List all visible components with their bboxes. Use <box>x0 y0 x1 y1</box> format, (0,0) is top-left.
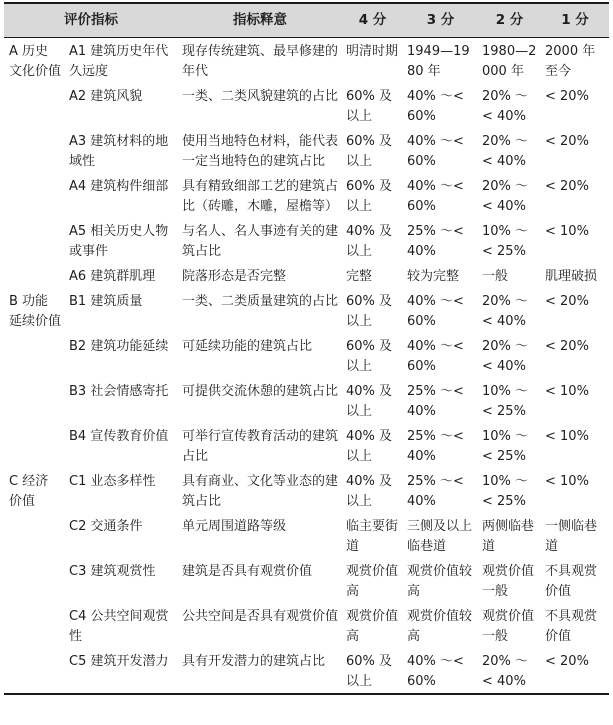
indicator-cell: C4 公共空间观赏性 <box>69 608 169 644</box>
score-3-cell: 25% ～< 40% <box>407 383 464 419</box>
table-row <box>4 468 609 513</box>
header-indicator: 评价指标 <box>4 3 178 37</box>
score-1-cell: 一侧临巷道 <box>545 518 598 554</box>
score-1-cell: < 20% <box>545 338 589 354</box>
indicator-cell: C3 建筑观赏性 <box>69 563 156 579</box>
score-2-cell: 20% ～< 40% <box>482 293 529 329</box>
score-4-cell: 40% 及以上 <box>346 428 393 464</box>
table-row <box>4 423 609 468</box>
indicator-cell: B1 建筑质量 <box>69 293 143 309</box>
score-3-cell: 25% ～< 40% <box>407 223 464 259</box>
score-2-cell: 20% ～< 40% <box>482 338 529 374</box>
table-row <box>4 378 609 423</box>
table-row <box>4 83 609 128</box>
score-1-cell: < 20% <box>545 293 589 309</box>
description-cell: 现存传统建筑、最早修建的年代 <box>182 43 339 79</box>
score-1-cell: < 20% <box>545 178 589 194</box>
indicator-cell: A2 建筑风貌 <box>69 88 143 104</box>
category-cell: B 功能延续价值 <box>9 293 62 329</box>
score-1-cell: 2000 年至今 <box>545 43 596 79</box>
indicator-cell: A5 相关历史人物或事件 <box>69 223 169 259</box>
score-1-cell: 不具观赏价值 <box>545 563 598 599</box>
indicator-cell: A1 建筑历史年代久远度 <box>69 43 169 79</box>
category-cell <box>4 513 65 558</box>
category-cell: C 经济价值 <box>9 473 49 509</box>
category-cell <box>4 603 65 648</box>
table-row <box>4 128 609 173</box>
score-1-cell: < 20% <box>545 88 589 104</box>
header-score-2: 2 分 <box>478 3 541 37</box>
indicator-cell: A3 建筑材料的地域性 <box>69 133 169 169</box>
category-cell <box>4 173 65 218</box>
score-4-cell: 临主要街道 <box>346 518 399 554</box>
score-4-cell: 观赏价值高 <box>346 563 399 599</box>
score-3-cell: 观赏价值较高 <box>407 608 473 644</box>
table-row <box>4 263 609 288</box>
description-cell: 具有开发潜力的建筑占比 <box>178 648 342 694</box>
description-cell: 单元周围道路等级 <box>182 518 287 534</box>
score-1-cell: < 10% <box>545 223 589 239</box>
table-row <box>4 37 609 83</box>
score-2-cell: 10% ～< 25% <box>482 428 529 464</box>
score-3-cell: 1949—1980 年 <box>407 43 470 79</box>
description-cell: 使用当地特色材料，能代表一定当地特色的建筑占比 <box>182 133 339 169</box>
category-cell <box>4 128 65 173</box>
header-score-3: 3 分 <box>403 3 478 37</box>
score-3-cell: 40% ～< 60% <box>403 648 478 694</box>
score-1-cell: < 10% <box>545 473 589 489</box>
score-2-cell: 观赏价值一般 <box>482 608 535 644</box>
score-2-cell: 20% ～< 40% <box>482 133 529 169</box>
table-row <box>4 173 609 218</box>
score-3-cell: 观赏价值较高 <box>407 563 473 599</box>
table-row <box>4 288 609 333</box>
score-4-cell: 60% 及以上 <box>346 88 393 124</box>
category-cell <box>4 423 65 468</box>
score-4-cell: 观赏价值高 <box>346 608 399 644</box>
description-cell: 具有商业、文化等业态的建筑占比 <box>182 473 339 509</box>
score-4-cell: 60% 及以上 <box>342 648 403 694</box>
description-cell: 具有精致细部工艺的建筑占比（砖雕，木雕，屋檐等） <box>182 178 339 214</box>
category-cell <box>4 83 65 128</box>
category-cell <box>4 558 65 603</box>
description-cell: 一类、二类质量建筑的占比 <box>182 293 339 309</box>
score-1-cell: 肌理破损 <box>545 268 598 284</box>
header-description: 指标释意 <box>178 3 342 37</box>
description-cell: 可提供交流休憩的建筑占比 <box>182 383 339 399</box>
score-3-cell: 三侧及以上临巷道 <box>407 518 473 554</box>
indicator-cell: B3 社会情感寄托 <box>69 383 169 399</box>
score-2-cell: 20% ～< 40% <box>482 88 529 124</box>
score-2-cell: 10% ～< 25% <box>482 473 529 509</box>
score-3-cell: 25% ～< 40% <box>407 473 464 509</box>
category-cell <box>4 378 65 423</box>
indicator-cell: B4 宣传教育价值 <box>69 428 169 444</box>
score-1-cell: < 20% <box>545 133 589 149</box>
indicator-cell: C1 业态多样性 <box>69 473 156 489</box>
category-cell <box>4 648 65 694</box>
score-4-cell: 60% 及以上 <box>346 133 393 169</box>
indicator-cell: C5 建筑开发潜力 <box>65 648 178 694</box>
score-4-cell: 40% 及以上 <box>346 473 393 509</box>
category-cell <box>4 218 65 263</box>
score-3-cell: 40% ～< 60% <box>407 178 464 214</box>
score-1-cell: < 10% <box>545 428 589 444</box>
evaluation-table <box>4 2 609 695</box>
description-cell: 建筑是否具有观赏价值 <box>182 563 313 579</box>
score-4-cell: 60% 及以上 <box>346 178 393 214</box>
score-1-cell: < 10% <box>545 383 589 399</box>
indicator-cell: A6 建筑群肌理 <box>69 268 156 284</box>
score-4-cell: 60% 及以上 <box>346 293 393 329</box>
score-2-cell: 10% ～< 25% <box>482 223 529 259</box>
header-score-4: 4 分 <box>342 3 403 37</box>
score-4-cell: 40% 及以上 <box>346 223 393 259</box>
score-2-cell: 20% ～< 40% <box>482 178 529 214</box>
score-4-cell: 明清时期 <box>346 43 399 59</box>
score-2-cell: 一般 <box>482 268 509 284</box>
table-row <box>4 558 609 603</box>
description-cell: 公共空间是否具有观赏价值 <box>182 608 339 624</box>
score-3-cell: 40% ～< 60% <box>407 293 464 329</box>
score-3-cell: 40% ～< 60% <box>407 133 464 169</box>
header-row <box>4 3 609 37</box>
score-1-cell: 不具观赏价值 <box>545 608 598 644</box>
category-cell: A 历史文化价值 <box>9 43 62 79</box>
header-score-1: 1 分 <box>541 3 609 37</box>
score-3-cell: 40% ～< 60% <box>407 338 464 374</box>
description-cell: 院落形态是否完整 <box>182 268 287 284</box>
score-4-cell: 60% 及以上 <box>346 338 393 374</box>
table-row <box>4 333 609 378</box>
score-2-cell: 观赏价值一般 <box>482 563 535 599</box>
description-cell: 一类、二类风貌建筑的占比 <box>182 88 339 104</box>
score-1-cell: < 20% <box>541 648 609 694</box>
description-cell: 可举行宣传教育活动的建筑占比 <box>182 428 339 464</box>
table-row <box>4 513 609 558</box>
indicator-cell: B2 建筑功能延续 <box>69 338 169 354</box>
score-3-cell: 25% ～< 40% <box>407 428 464 464</box>
score-4-cell: 40% 及以上 <box>346 383 393 419</box>
indicator-cell: C2 交通条件 <box>69 518 143 534</box>
table-row <box>4 218 609 263</box>
score-2-cell: 10% ～< 25% <box>482 383 529 419</box>
table-row <box>4 648 609 694</box>
score-2-cell: 1980—2000 年 <box>482 43 537 79</box>
description-cell: 可延续功能的建筑占比 <box>182 338 313 354</box>
score-2-cell: 两侧临巷道 <box>482 518 535 554</box>
category-cell <box>4 333 65 378</box>
score-4-cell: 完整 <box>346 268 373 284</box>
category-cell <box>4 263 65 288</box>
score-3-cell: 较为完整 <box>407 268 460 284</box>
indicator-cell: A4 建筑构件细部 <box>69 178 169 194</box>
score-3-cell: 40% ～< 60% <box>407 88 464 124</box>
table-row <box>4 603 609 648</box>
score-2-cell: 20% ～< 40% <box>478 648 541 694</box>
description-cell: 与名人、名人事迹有关的建筑占比 <box>182 223 339 259</box>
